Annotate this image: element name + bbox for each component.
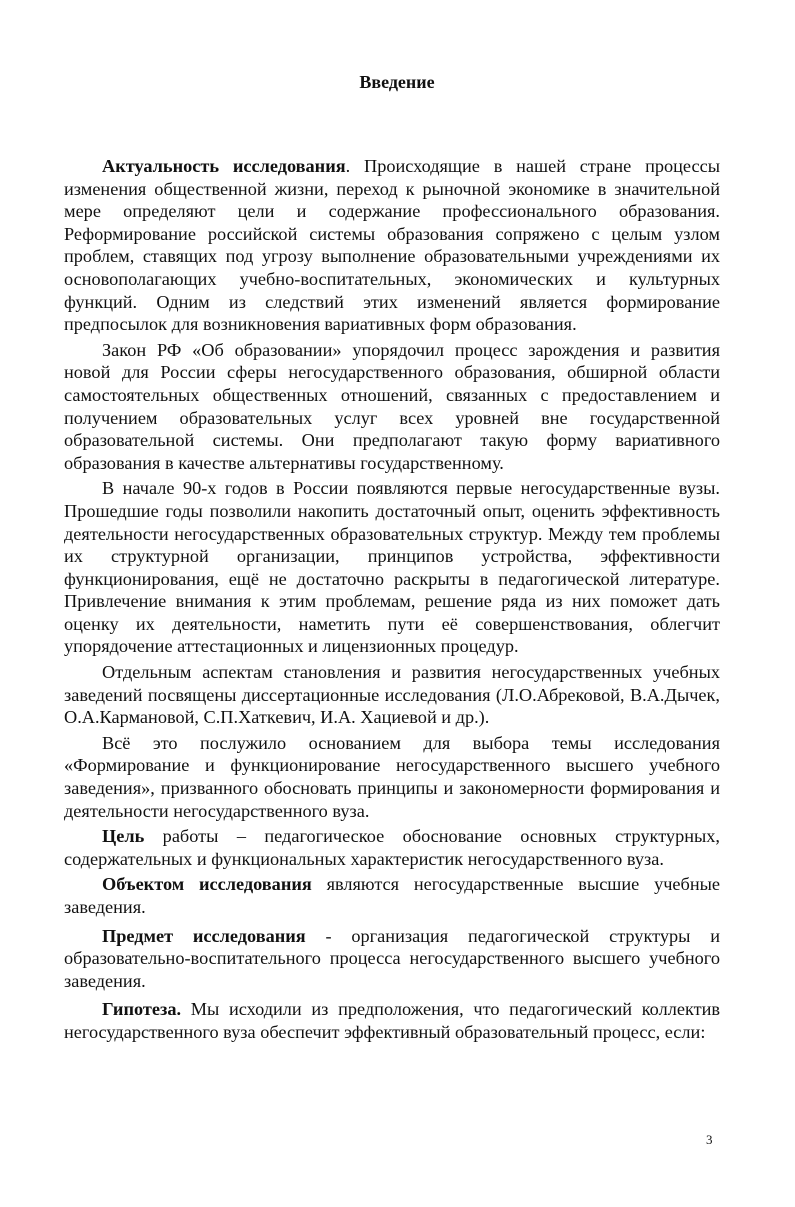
paragraph-relevance xyxy=(64,155,720,336)
page-title: Введение xyxy=(359,72,435,92)
paragraph-text: Мы исходили из предположения, что педагогический коллектив негосударственного вуза обеспечит эффективный образовательный процесс, если: xyxy=(64,999,720,1042)
paragraph-text: Отдельным аспектам становления и развития негосударственных учебных заведений посвящены диссертационные исследования (Л.О.Абрековой, В.А.Дычек, О.А.Кармановой, С.П.Хаткевич, И.А. Хациевой и др.). xyxy=(64,662,720,728)
paragraph-lead: Гипотеза. xyxy=(102,999,182,1020)
paragraph-hypothesis xyxy=(64,998,720,1043)
paragraph-nineties xyxy=(64,477,720,658)
paragraph-text: В начале 90-х годов в России появляются первые негосударственные вузы. Прошедшие годы позволили накопить достаточный опыт, оценить эффективность деятельности негосударственных образовательных структур. Между тем проблемы их структурной организации, принципов устройства, эффективности функционирования, ещё не достаточно раскрыты в педагогической литературе. Привлечение внимания к этим проблемам, решение ряда из них поможет дать оценку их деятельности, наметить пути её совершенствования, облегчит упорядочение аттестационных и лицензионных процедур. xyxy=(64,478,720,657)
paragraph-lead: Предмет исследования xyxy=(102,925,306,946)
paragraph-text: Всё это послужило основанием для выбора темы исследования «Формирование и функционирование негосударственного высшего учебного заведения», призванного обосновать принципы и закономерности формирования и деятельности негосударственного вуза. xyxy=(64,732,720,821)
paragraph-subject xyxy=(64,925,720,993)
paragraph-text: Закон РФ «Об образовании» упорядочил процесс зарождения и развития новой для России сферы негосударственного образования, обширной области самостоятельных общественных отношений, связанных с предоставлением и получением образовательных услуг всех уровней вне государственной образовательной системы. Они предполагают такую форму вариативного образования в качестве альтернативы государственному. xyxy=(64,339,720,473)
paragraph-lead: Объектом исследования xyxy=(102,874,312,895)
paragraph-lead: Актуальность исследования xyxy=(102,156,346,176)
paragraph-text: - организация педагогической структуры и образовательно-воспитательного процесса негосударственного высшего учебного заведения. xyxy=(64,925,720,991)
paragraph-text: работы – педагогическое обоснование основных структурных, содержательных и функциональных характеристик негосударственного вуза. xyxy=(64,826,720,869)
paragraph-law xyxy=(64,339,720,475)
page-number: 3 xyxy=(706,1132,713,1147)
paragraph-text: . Происходящие в нашей стране процессы изменения общественной жизни, переход к рыночной экономике в значительной мере определяют цели и содержание профессионального образования. Реформирование российской системы образования сопряжено с целым узлом проблем, ставящих под угрозу выполнение образовательными учреждениями их основополагающих учебно-воспитательных, экономических и культурных функций. Одним из следствий этих изменений является формирование предпосылок для возникновения вариативных форм образования. xyxy=(64,156,721,335)
paragraph-text: являются негосударственные высшие учебные заведения. xyxy=(64,874,720,917)
paragraph-goal xyxy=(64,825,720,870)
paragraph-topic xyxy=(64,732,720,822)
paragraph-aspects xyxy=(64,661,720,729)
paragraph-lead: Цель xyxy=(102,826,145,847)
paragraph-object xyxy=(64,873,720,918)
document-page xyxy=(64,72,720,1047)
